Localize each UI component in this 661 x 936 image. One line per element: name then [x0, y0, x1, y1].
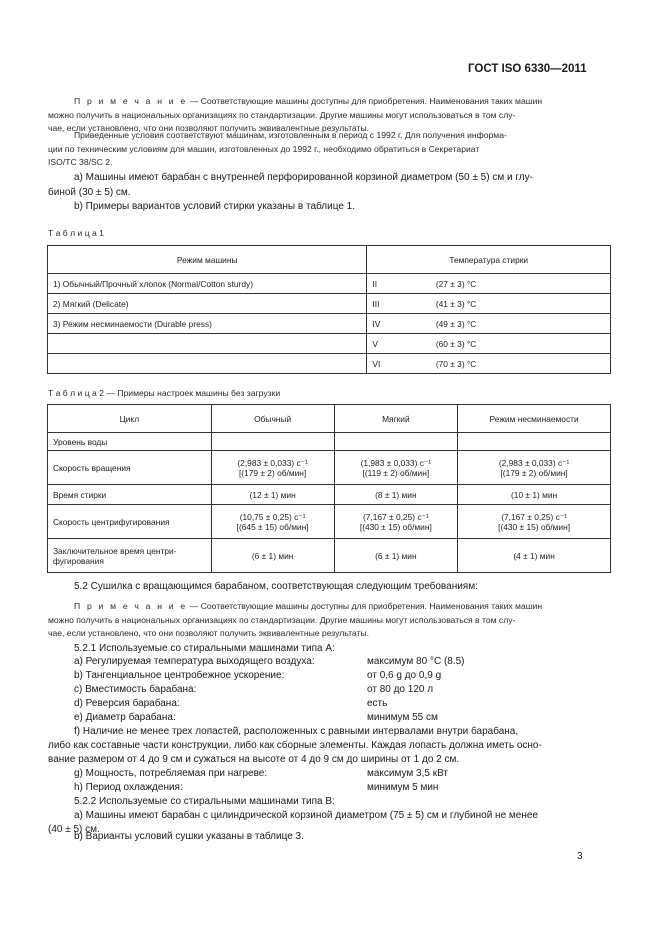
conditions-paragraph — [48, 129, 608, 170]
paragraph-line: ции по техническим условиям для машин, изготовленных до 1992 г., необходимо обратиться в Секретариат — [48, 143, 480, 154]
temp-value-cell: (70 ± 3) °C — [431, 354, 611, 374]
table-row — [48, 334, 611, 354]
value-cell: (7,167 ± 0,25) с⁻¹ [(430 ± 15) об/мин] — [334, 505, 458, 539]
temp-value-cell: (49 ± 3) °C — [431, 314, 611, 334]
section-5-2-1-heading: 5.2.1 Используемые со стиральными машинами типа А: — [74, 643, 335, 654]
spec-item: a) Регулируемая температура выходящего воздуха: — [74, 656, 315, 667]
table-row — [48, 294, 611, 314]
section-5-2-heading: 5.2 Сушилка с вращающимся барабаном, соответствующая следующим требованиям: — [74, 581, 478, 592]
row-label: Скорость вращения — [48, 451, 212, 485]
table-row — [48, 485, 611, 505]
row-label: Заключительное время центри- фугирования — [48, 539, 212, 573]
value-cell: (4 ± 1) мин — [458, 539, 611, 573]
value-cell: (8 ± 1) мин — [334, 485, 458, 505]
spec-item: h) Период охлаждения: — [74, 782, 183, 793]
table-row — [48, 539, 611, 573]
table-1 — [47, 245, 611, 374]
temp-class-cell: II — [367, 274, 431, 294]
note-line: можно получить в национальных организациях по стандартизации. Другие машины могут использоваться в том слу- — [48, 109, 516, 120]
note-line: чае, если установлено, что они позволяют получить эквивалентные результаты. — [48, 628, 370, 638]
spec-item: e) Диаметр барабана: — [74, 712, 176, 723]
paragraph-line: Приведенные условия соответствуют машинам, изготовленным в период с 1992 г. Для получения информа- — [74, 130, 507, 140]
item-f — [48, 725, 608, 767]
note-2 — [48, 600, 608, 641]
spec-value: максимум 80 °C (8.5) — [367, 656, 465, 667]
spec-item: b) Тангенциальное центробежное ускорение: — [74, 670, 285, 681]
mode-cell — [48, 334, 367, 354]
section-5-2-2-heading: 5.2.2 Используемые со стиральными машинами типа B: — [74, 796, 335, 807]
document-id: ГОСТ ISO 6330—2011 — [468, 63, 587, 75]
value-cell: (7,167 ± 0,25) с⁻¹ [(430 ± 15) об/мин] — [458, 505, 611, 539]
table2-caption: Т а б л и ц а 2 — Примеры настроек машины без загрузки — [48, 388, 281, 398]
spec-item: d) Реверсия барабана: — [74, 698, 180, 709]
value-cell: (6 ± 1) мин — [211, 539, 334, 573]
mode-cell: 3) Режим несминаемости (Durable press) — [48, 314, 367, 334]
temp-value-cell: (60 ± 3) °C — [431, 334, 611, 354]
column-header: Цикл — [48, 405, 212, 433]
value-cell: (12 ± 1) мин — [211, 485, 334, 505]
column-header: Обычный — [211, 405, 334, 433]
spec-item: g) Мощность, потребляемая при нагреве: — [74, 768, 268, 779]
value-cell: (2,983 ± 0,033) с⁻¹ [(179 ± 2) об/мин] — [458, 451, 611, 485]
table-row — [48, 433, 611, 451]
temp-class-cell: IV — [367, 314, 431, 334]
table-header-row — [48, 246, 611, 274]
mode-cell: 1) Обычный/Прочный хлопок (Normal/Cotton sturdy) — [48, 274, 367, 294]
note-label: П р и м е ч а н и е — [74, 96, 188, 106]
table-row — [48, 451, 611, 485]
page-number: 3 — [577, 851, 583, 862]
item-b: b) Примеры вариантов условий стирки указаны в таблице 1. — [74, 201, 356, 212]
value-cell: (10 ± 1) мин — [458, 485, 611, 505]
spec-item: c) Вместимость барабана: — [74, 684, 197, 695]
note-line: чае, если установлено, что они позволяют получить эквивалентные результаты. — [48, 123, 370, 133]
table-row — [48, 354, 611, 374]
temp-value-cell: (27 ± 3) °C — [431, 274, 611, 294]
value-cell: (10,75 ± 0,25) с⁻¹ [(645 ± 15) об/мин] — [211, 505, 334, 539]
spec-value: от 0,6 g до 0,9 g — [367, 670, 442, 681]
value-cell — [458, 433, 611, 451]
spec-value: есть — [367, 698, 388, 709]
value-cell — [211, 433, 334, 451]
mode-cell: 2) Мягкий (Delicate) — [48, 294, 367, 314]
spec-value: минимум 55 см — [367, 712, 438, 723]
row-label: Скорость центрифугирования — [48, 505, 212, 539]
item-line: либо как составные части конструкции, либо как сборные элементы. Каждая лопасть должна иметь осно- — [48, 740, 542, 751]
column-header: Режим машины — [48, 246, 367, 274]
paragraph-line: ISO/TC 38/SC 2. — [48, 157, 113, 167]
table-2 — [47, 404, 611, 573]
temp-class-cell: V — [367, 334, 431, 354]
table-header-row — [48, 405, 611, 433]
row-label: Уровень воды — [48, 433, 212, 451]
item-a — [48, 171, 608, 200]
note-line: — Соответствующие машины доступны для приобретения. Наименования таких машин — [187, 601, 543, 611]
item-line: (40 ± 5) см. — [48, 824, 100, 835]
table-row — [48, 505, 611, 539]
value-cell: (1,983 ± 0,033) с⁻¹ [(119 ± 2) об/мин] — [334, 451, 458, 485]
item-line: a) Машины имеют барабан с цилиндрической корзиной диаметром (75 ± 5) см и глубиной не менее — [74, 810, 539, 821]
spec-value: минимум 5 мин — [367, 782, 439, 793]
temp-class-cell: VI — [367, 354, 431, 374]
value-cell: (2,983 ± 0,033) с⁻¹ [(179 ± 2) об/мин] — [211, 451, 334, 485]
column-header: Мягкий — [334, 405, 458, 433]
item-line: вание размером от 4 до 9 см и сужаться на высоте от 4 до 9 см до ширины от 1 до 2 см. — [48, 754, 460, 765]
note-line: можно получить в национальных организациях по стандартизации. Другие машины могут использоваться в том слу- — [48, 614, 516, 625]
note-line: — Соответствующие машины доступны для приобретения. Наименования таких машин — [187, 96, 543, 106]
spec-value: от 80 до 120 л — [367, 684, 434, 695]
table1-caption: Т а б л и ц а 1 — [48, 228, 104, 238]
temp-value-cell: (41 ± 3) °C — [431, 294, 611, 314]
column-header: Температура стирки — [367, 246, 611, 274]
spec-value: максимум 3,5 кВт — [367, 768, 449, 779]
item-line: биной (30 ± 5) см. — [48, 186, 131, 198]
value-cell — [334, 433, 458, 451]
value-cell: (6 ± 1) мин — [334, 539, 458, 573]
row-label: Время стирки — [48, 485, 212, 505]
item-line: a) Машины имеют барабан с внутренней перфорированной корзиной диаметром (50 ± 5) см и глу- — [74, 172, 533, 183]
note-label: П р и м е ч а н и е — [74, 601, 188, 611]
item-b2: b) Варианты условий сушки указаны в таблице 3. — [74, 831, 304, 842]
table-row — [48, 314, 611, 334]
column-header: Режим несминаемости — [458, 405, 611, 433]
mode-cell — [48, 354, 367, 374]
table-row — [48, 274, 611, 294]
item-line: f) Наличие не менее трех лопастей, расположенных с равными интервалами внутри барабана, — [74, 726, 519, 737]
temp-class-cell: III — [367, 294, 431, 314]
